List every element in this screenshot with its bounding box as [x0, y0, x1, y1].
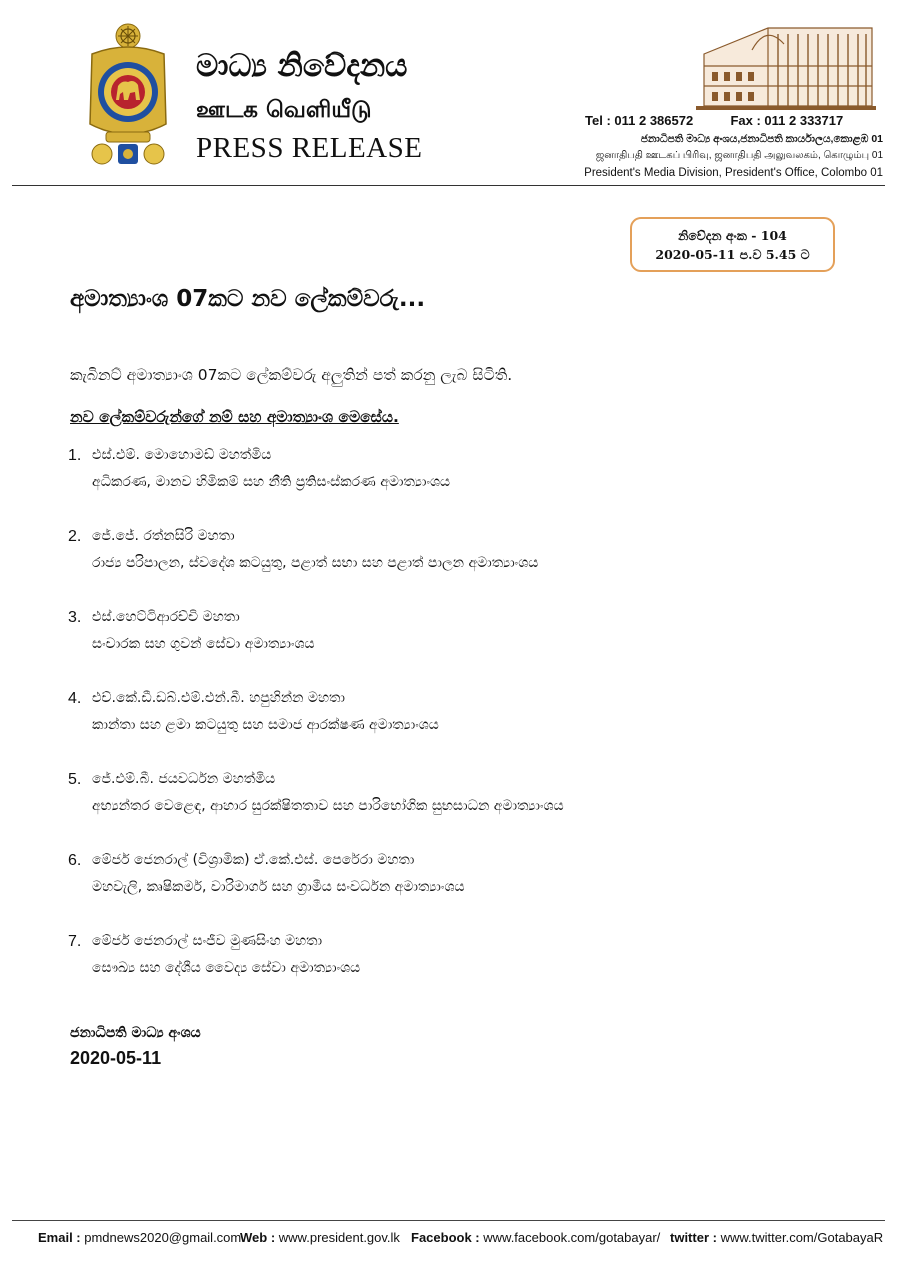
fax-label: Fax	[730, 113, 753, 128]
item-number: 7.	[68, 933, 82, 950]
list-item	[68, 933, 828, 1014]
ministry-name: සෞඛ්‍ය සහ දේශීය වෛද්‍ය සේවා අමාත්‍යාංශය	[92, 960, 361, 976]
ministry-name: මහවැලි, කෘෂිකර්ම, වාරිමාර්ග සහ ග්‍රාමීය සංවර්ධන අමාත්‍යාංශය	[92, 879, 465, 895]
item-number: 5.	[68, 771, 82, 788]
release-datetime: 2020-05-11 ප.ව 5.45 ට	[655, 247, 810, 262]
title-english: PRESS RELEASE	[196, 132, 423, 164]
list-item	[68, 852, 828, 933]
secretary-name: මේජර් ජෙනරාල් (විශ්‍රාමික) ඒ.කේ.එස්. පෙරේරා මහතා	[92, 852, 415, 868]
title-sinhala: මාධ්‍ය නිවේදනය	[196, 48, 408, 84]
facebook-link[interactable]: www.facebook.com/gotabayar/	[483, 1230, 661, 1245]
ministry-name: අධිකරණ, මානව හිමිකම් සහ නීති ප්‍රතිසංස්කරණ අමාත්‍යාංශය	[92, 474, 451, 490]
secretary-name: මේජර් ජෙනරාල් සංජීව මුණසිංහ මහතා	[92, 933, 323, 949]
ministry-name: අභ්‍යන්තර වෙළෙඳ, ආහාර සුරක්ෂිතතාව සහ පාරිභෝගික සුභසාධන අමාත්‍යාංශය	[92, 798, 564, 814]
list-item	[68, 771, 828, 852]
footer-web	[240, 1230, 400, 1245]
address-sinhala: ජනාධිපති මාධ්‍ය අංශය,ජනාධිපති කාර්යාලය,කොළඹ 01	[640, 133, 883, 145]
web-label: Web :	[240, 1230, 276, 1245]
footer-facebook	[411, 1230, 660, 1245]
secretary-name: එස්.එම්. මොහොමඩ් මහත්මිය	[92, 447, 272, 463]
secretary-name: එස්.හෙට්ටිආරච්චි මහතා	[92, 609, 240, 625]
header-divider	[12, 185, 885, 186]
address-tamil: ஜனாதிபதி ஊடகப் பிரிவு, ஜனாதிபதி அலுவலகம், கொழும்பு 01	[595, 150, 883, 161]
title-tamil: ஊடக வெளியீடு	[196, 96, 372, 123]
item-number: 6.	[68, 852, 82, 869]
appointments-subheading: නව ලේකම්වරුන්ගේ නම් සහ අමාත්‍යාංශ මෙසේය.	[70, 408, 399, 426]
intro-paragraph: කැබිනට් අමාත්‍යාංශ 07කට ලේකම්වරු අලුතින් පත් කරනු ලැබ සිටිති.	[70, 366, 513, 384]
release-title: අමාත්‍යාංශ 07කට නව ලේකම්වරු...	[70, 286, 426, 312]
national-emblem-logo	[78, 22, 178, 168]
footer-twitter	[670, 1230, 883, 1245]
contact-phone-fax	[585, 113, 843, 128]
web-link[interactable]: www.president.gov.lk	[278, 1230, 400, 1245]
list-item	[68, 690, 828, 771]
list-item	[68, 609, 828, 690]
fax-value: : 011 2 333717	[756, 113, 844, 128]
item-number: 1.	[68, 447, 82, 464]
list-item	[68, 528, 828, 609]
footer-divider	[12, 1220, 885, 1221]
appointments-list	[68, 447, 828, 1014]
twitter-label: twitter :	[670, 1230, 717, 1245]
ministry-name: රාජ්‍ය පරිපාලන, ස්වදේශ කටයුතු, පළාත් සභා සහ පළාත් පාලන අමාත්‍යාංශය	[92, 555, 539, 571]
address-english: President's Media Division, President's Office, Colombo 01	[584, 167, 883, 179]
ministry-name: කාන්තා සහ ළමා කටයුතු සහ සමාජ ආරක්ෂණ අමාත්‍යාංශය	[92, 717, 439, 733]
secretary-name: එච්.කේ.ඩී.ඩබ්.එම්.එන්.බී. හපුහින්න මහතා	[92, 690, 345, 706]
email-link[interactable]: pmdnews2020@gmail.com	[84, 1230, 242, 1245]
ministry-name: සංචාරක සහ ගුවන් සේවා අමාත්‍යාංශය	[92, 636, 315, 652]
item-number: 2.	[68, 528, 82, 545]
release-reference-box	[630, 217, 835, 272]
twitter-link[interactable]: www.twitter.com/GotabayaR	[720, 1230, 884, 1245]
tel-value: : 011 2 386572	[606, 113, 694, 128]
footer-email	[38, 1230, 241, 1245]
list-item	[68, 447, 828, 528]
signoff-division: ජනාධිපති මාධ්‍ය අංශය	[70, 1025, 201, 1041]
secretariat-building-logo	[696, 14, 876, 112]
signoff-date: 2020-05-11	[70, 1048, 162, 1068]
item-number: 4.	[68, 690, 82, 707]
secretary-name: ජේ.එම්.බී. ජයවර්ධන මහත්මිය	[92, 771, 276, 787]
item-number: 3.	[68, 609, 82, 626]
secretary-name: ජේ.ජේ. රත්නසිරි මහතා	[92, 528, 235, 544]
release-number: නිවේදන අංක - 104	[678, 228, 787, 243]
facebook-label: Facebook :	[411, 1230, 480, 1245]
email-label: Email :	[38, 1230, 81, 1245]
tel-label: Tel	[585, 113, 603, 128]
